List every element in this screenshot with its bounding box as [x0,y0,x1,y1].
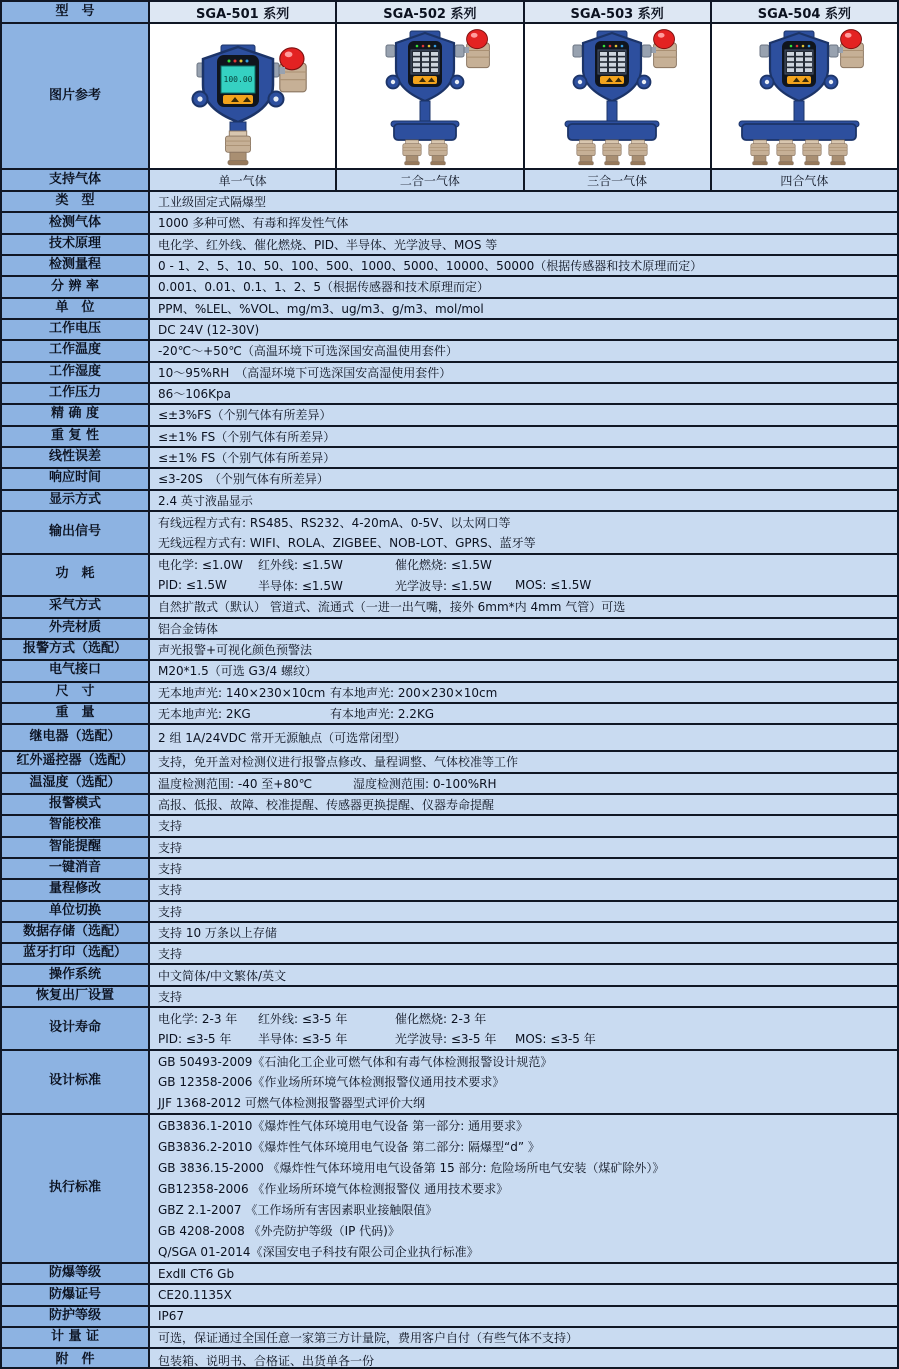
spec-row-label: 显示方式 [2,491,150,510]
spec-row-label: 分 辨 率 [2,277,150,296]
spec-row-label: 智能校准 [2,816,150,835]
spec-row-label: 操作系统 [2,965,150,984]
spec-row [2,363,897,384]
spec-row-label: 尺 寸 [2,683,150,702]
spec-row-label: 工作电压 [2,320,150,339]
spec-value-line [150,774,897,793]
spec-row [2,299,897,320]
image-row-label: 图片参考 [2,24,150,168]
spec-value-line: 支持 [158,819,183,834]
spec-row [2,213,897,234]
spec-row-label: 红外遥控器（选配） [2,752,150,771]
spec-value-line: 1000 多种可燃、有毒和挥发性气体 [158,216,349,231]
spec-row-label: 外壳材质 [2,619,150,638]
spec-row-label: 工作湿度 [2,363,150,382]
spec-value-segment: 光学波导: ≤1.5W [395,578,492,593]
spec-row-value [150,859,897,878]
spec-row [2,774,897,795]
spec-value-line: GB3836.1-2010《爆炸性气体环境用电气设备 第一部分: 通用要求》 [158,1118,529,1133]
spec-value-line: 支持，免开盖对检测仪进行报警点修改、量程调整、气体校准等工作 [158,755,519,770]
gas-value-sga-503: 三合一气体 [525,170,712,190]
spec-value-segment: 催化燃烧: 2-3 年 [395,1011,487,1026]
spec-row [2,725,897,752]
spec-row [2,597,897,618]
spec-row [2,1349,897,1369]
spec-row-value [150,987,897,1006]
model-header-row [2,2,897,24]
spec-row-value [150,1328,897,1347]
spec-row-label: 电气接口 [2,661,150,680]
spec-row-value [150,619,897,638]
spec-row [2,965,897,986]
spec-row-label: 工作温度 [2,341,150,360]
spec-row-label: 设计标准 [2,1051,150,1113]
spec-value-line: 支持 [158,989,183,1004]
spec-row-value [150,725,897,750]
spec-row-label: 类 型 [2,192,150,211]
spec-value-segment: MOS: ≤1.5W [515,578,592,593]
spec-row [2,405,897,426]
gas-value-sga-501: 单一气体 [150,170,337,190]
spec-row-label: 量程修改 [2,880,150,899]
spec-row-label: 数据存储（选配） [2,923,150,942]
spec-row-value [150,752,897,771]
spec-row-value [150,341,897,360]
spec-row-label: 蓝牙打印（选配） [2,944,150,963]
spec-row-value [150,965,897,984]
spec-value-line: 高报、低报、故障、校准提醒、传感器更换提醒、仪器寿命提醒 [158,798,495,813]
spec-row-label: 温湿度（选配） [2,774,150,793]
spec-value-line: 支持 10 万条以上存储 [158,925,277,940]
spec-row-value [150,555,897,596]
spec-value-segment: 电化学: 2-3 年 [158,1011,238,1026]
spec-row-value [150,683,897,702]
spec-row-value [150,213,897,232]
spec-value-line: GB 4208-2008 《外壳防护等级（IP 代码)》 [158,1224,400,1239]
spec-row-label: 工作压力 [2,384,150,403]
spec-row-label: 检测气体 [2,213,150,232]
svg-text:100.00: 100.00 [223,75,253,84]
spec-row [2,944,897,965]
spec-row [2,661,897,682]
spec-value-segment: 光学波导: ≤3-5 年 [395,1032,497,1047]
spec-value-line: 86～106Kpa [158,387,232,402]
spec-row-label: 附 件 [2,1349,150,1369]
device-image-sga-502 [337,24,524,168]
spec-row [2,683,897,704]
image-reference-row [2,24,897,170]
spec-row-value [150,795,897,814]
spec-value-line: Q/SGA 01-2014《深国安电子科技有限公司企业执行标准》 [158,1245,479,1260]
spec-value-segment: 湿度检测范围: 0-100%RH [353,776,497,791]
spec-row-label: 检测量程 [2,256,150,275]
spec-row-label: 单 位 [2,299,150,318]
spec-row [2,619,897,640]
spec-row [2,427,897,448]
spec-row-label: 技术原理 [2,235,150,254]
spec-row-label: 报警方式（选配） [2,640,150,659]
spec-row [2,704,897,725]
spec-row-label: 响应时间 [2,469,150,488]
spec-row-value [150,448,897,467]
spec-row-label: 重 复 性 [2,427,150,446]
spec-value-line: 支持 [158,883,183,898]
spec-row [2,512,897,555]
model-header-sga-501: SGA-501 系列 [150,2,337,22]
spec-value-segment: 有本地声光: 2.2KG [330,707,435,722]
spec-row-value [150,944,897,963]
spec-row [2,1328,897,1349]
spec-value-line: 声光报警+可视化颜色预警法 [158,643,313,658]
spec-row [2,1264,897,1285]
spec-value-segment: MOS: ≤3-5 年 [515,1032,596,1047]
gas-value-sga-502: 二合一气体 [337,170,524,190]
model-header-sga-503: SGA-503 系列 [525,2,712,22]
spec-row-value [150,880,897,899]
spec-value-segment: 温度检测范围: -40 至+80℃ [158,776,313,791]
spec-value-line: M20*1.5（可选 G3/4 螺纹） [158,664,317,679]
spec-row-value [150,774,897,793]
spec-row [2,384,897,405]
model-row-label: 型 号 [2,2,150,22]
spec-value-line: 2.4 英寸液晶显示 [158,493,253,508]
spec-row-value [150,902,897,921]
spec-row [2,341,897,362]
spec-value-line: 0 - 1、2、5、10、50、100、500、1000、5000、10000、50000（根据传感器和技术原理而定） [158,259,703,274]
spec-value-line: GB12358-2006 《作业场所环境气体检测报警仪 通用技术要求》 [158,1181,509,1196]
spec-row [2,1008,897,1051]
gas-row-label: 支持气体 [2,170,150,190]
spec-value-line: GB3836.2-2010《爆炸性气体环境用电气设备 第二部分: 隔爆型“d” 》 [158,1139,540,1154]
spec-value-line: 包装箱、说明书、合格证、出货单各一份 [158,1353,375,1368]
spec-value-line: ≤±3%FS（个别气体有所差异） [158,408,332,423]
spec-row-value [150,1115,897,1262]
spec-row-value [150,491,897,510]
spec-value-line: GB 3836.15-2000 《爆炸性气体环境用电气设备第 15 部分: 危险场所电气安装（煤矿除外）》 [158,1160,665,1175]
spec-value-line: 自然扩散式（默认） 管道式、流通式（一进一出气嘴，接外 6mm*内 4mm 气管）可选 [158,600,626,615]
spec-row-value [150,256,897,275]
spec-row-value [150,512,897,553]
spec-value-line: ExdⅡ CT6 Gb [158,1266,235,1281]
spec-value-line [150,1028,897,1048]
device-image-sga-501 [150,24,337,168]
spec-row [2,859,897,880]
spec-value-line: 工业级固定式隔爆型 [158,195,267,210]
spec-row-value [150,1008,897,1049]
spec-row [2,902,897,923]
spec-value-segment: PID: ≤1.5W [158,578,227,593]
spec-value-line: 10～95%RH （高湿环境下可选深国安高湿使用套件） [158,365,452,380]
spec-row-label: 设计寿命 [2,1008,150,1049]
spec-row [2,880,897,901]
spec-row-value [150,704,897,723]
spec-row [2,320,897,341]
spec-value-segment: PID: ≤3-5 年 [158,1032,232,1047]
spec-row-label: 采气方式 [2,597,150,616]
spec-value-line: 0.001、0.01、0.1、1、2、5（根据传感器和技术原理而定） [158,280,490,295]
supported-gas-row [2,170,897,192]
spec-value-line: 支持 [158,904,183,919]
spec-row-label: 防爆等级 [2,1264,150,1283]
spec-row [2,555,897,598]
spec-value-line: 中文简体/中文繁体/英文 [158,968,287,983]
spec-row-label: 线性误差 [2,448,150,467]
spec-row-value [150,192,897,211]
spec-row-value [150,1349,897,1369]
spec-row [2,1285,897,1306]
spec-value-line: 支持 [158,947,183,962]
spec-value-line [150,575,897,595]
spec-row-value [150,363,897,382]
spec-value-line: 支持 [158,862,183,876]
spec-row-value [150,320,897,339]
spec-row-label: 重 量 [2,704,150,723]
spec-row-value [150,235,897,254]
spec-row-value [150,277,897,296]
spec-value-line: 支持 [158,840,183,855]
spec-row-value [150,427,897,446]
spec-value-line: ≤±1% FS（个别气体有所差异） [158,429,336,444]
spec-row-value [150,469,897,488]
spec-row-value [150,923,897,942]
spec-value-segment: 无本地声光: 140×230×10cm [158,685,326,700]
spec-row-value [150,299,897,318]
spec-row-label: 继电器（选配） [2,725,150,750]
spec-row-value [150,597,897,616]
spec-row-label: 输出信号 [2,512,150,553]
spec-value-line: PPM、%LEL、%VOL、mg/m3、ug/m3、g/m3、mol/mol [158,301,484,316]
spec-value-line: ≤±1% FS（个别气体有所差异） [158,451,336,466]
spec-row-label: 计 量 证 [2,1328,150,1347]
spec-value-line [150,683,897,702]
spec-value-line: -20℃～+50℃（高温环境下可选深国安高温使用套件） [158,344,458,359]
spec-value-line [150,704,897,723]
spec-row-label: 精 确 度 [2,405,150,424]
spec-row [2,235,897,256]
gas-detector-illustration [153,25,333,167]
device-image-sga-504 [712,24,897,168]
spec-row-label: 报警模式 [2,795,150,814]
spec-row [2,491,897,512]
spec-row-value [150,838,897,857]
spec-value-line [150,1008,897,1028]
spec-value-line: IP67 [158,1309,185,1324]
spec-row [2,192,897,213]
spec-value-segment: 电化学: ≤1.0W [158,558,243,573]
spec-row-value [150,661,897,680]
spec-row-value [150,816,897,835]
spec-row [2,1307,897,1328]
device-image-sga-503 [525,24,712,168]
spec-row [2,752,897,773]
spec-row-value [150,640,897,659]
spec-value-line: 电化学、红外线、催化燃烧、PID、半导体、光学波导、MOS 等 [158,237,498,252]
spec-value-line: 2 组 1A/24VDC 常开无源触点（可选常闭型） [158,731,407,746]
spec-row [2,816,897,837]
spec-value-segment: 半导体: ≤3-5 年 [258,1032,348,1047]
spec-value-line: 可选，保证通过全国任意一家第三方计量院，费用客户自付（有些气体不支持） [158,1331,579,1346]
spec-value-line: CE20.1135X [158,1288,232,1303]
model-header-sga-502: SGA-502 系列 [337,2,524,22]
spec-row [2,923,897,944]
model-header-sga-504: SGA-504 系列 [712,2,897,22]
spec-row-value [150,1307,897,1326]
spec-value-segment: 红外线: ≤3-5 年 [258,1011,348,1026]
gas-detector-illustration [714,25,894,167]
spec-row [2,469,897,490]
spec-row-value [150,405,897,424]
gas-value-sga-504: 四合气体 [712,170,897,190]
spec-row [2,987,897,1008]
spec-value-line: 有线远程方式有: RS485、RS232、4-20mA、0-5V、以太网口等 [158,515,511,530]
spec-value-line: GB 50493-2009《石油化工企业可燃气体和有毒气体检测报警设计规范》 [158,1054,553,1069]
gas-detector-illustration [340,25,520,167]
spec-row-label: 防护等级 [2,1307,150,1326]
spec-row-value [150,384,897,403]
spec-value-segment: 催化燃烧: ≤1.5W [395,558,492,573]
gas-detector-illustration [527,25,707,167]
spec-value-segment: 有本地声光: 200×230×10cm [330,685,498,700]
spec-value-line: JJF 1368-2012 可燃气体检测报警器型式评价大纲 [158,1095,426,1110]
spec-row [2,795,897,816]
spec-value-segment: 无本地声光: 2KG [158,707,251,722]
spec-value-line: GBZ 2.1-2007 《工作场所有害因素职业接触限值》 [158,1202,438,1217]
spec-value-line: DC 24V (12-30V) [158,322,260,337]
spec-row-label: 执行标准 [2,1115,150,1262]
spec-row [2,640,897,661]
spec-row-value [150,1051,897,1113]
spec-row [2,448,897,469]
spec-value-line [150,555,897,575]
spec-value-line: GB 12358-2006《作业场所环境气体检测报警仪通用技术要求》 [158,1075,505,1090]
spec-row-value [150,1264,897,1283]
spec-row [2,277,897,298]
spec-row [2,1051,897,1115]
spec-value-segment: 半导体: ≤1.5W [258,578,343,593]
spec-value-line: 铝合金铸体 [158,621,219,636]
spec-value-line: ≤3-20S （个别气体有所差异） [158,472,329,487]
spec-row-label: 单位切换 [2,902,150,921]
spec-value-segment: 红外线: ≤1.5W [258,558,343,573]
spec-row [2,256,897,277]
spec-row-label: 智能提醒 [2,838,150,857]
spec-row-label: 防爆证号 [2,1285,150,1304]
spec-row [2,838,897,859]
spec-row [2,1115,897,1264]
spec-row-label: 一键消音 [2,859,150,878]
spec-row-label: 恢复出厂设置 [2,987,150,1006]
spec-value-line: 无线远程方式有: WIFI、ROLA、ZIGBEE、NOB-LOT、GPRS、蓝牙等 [158,535,536,550]
spec-row-value [150,1285,897,1304]
spec-row-label: 功 耗 [2,555,150,596]
